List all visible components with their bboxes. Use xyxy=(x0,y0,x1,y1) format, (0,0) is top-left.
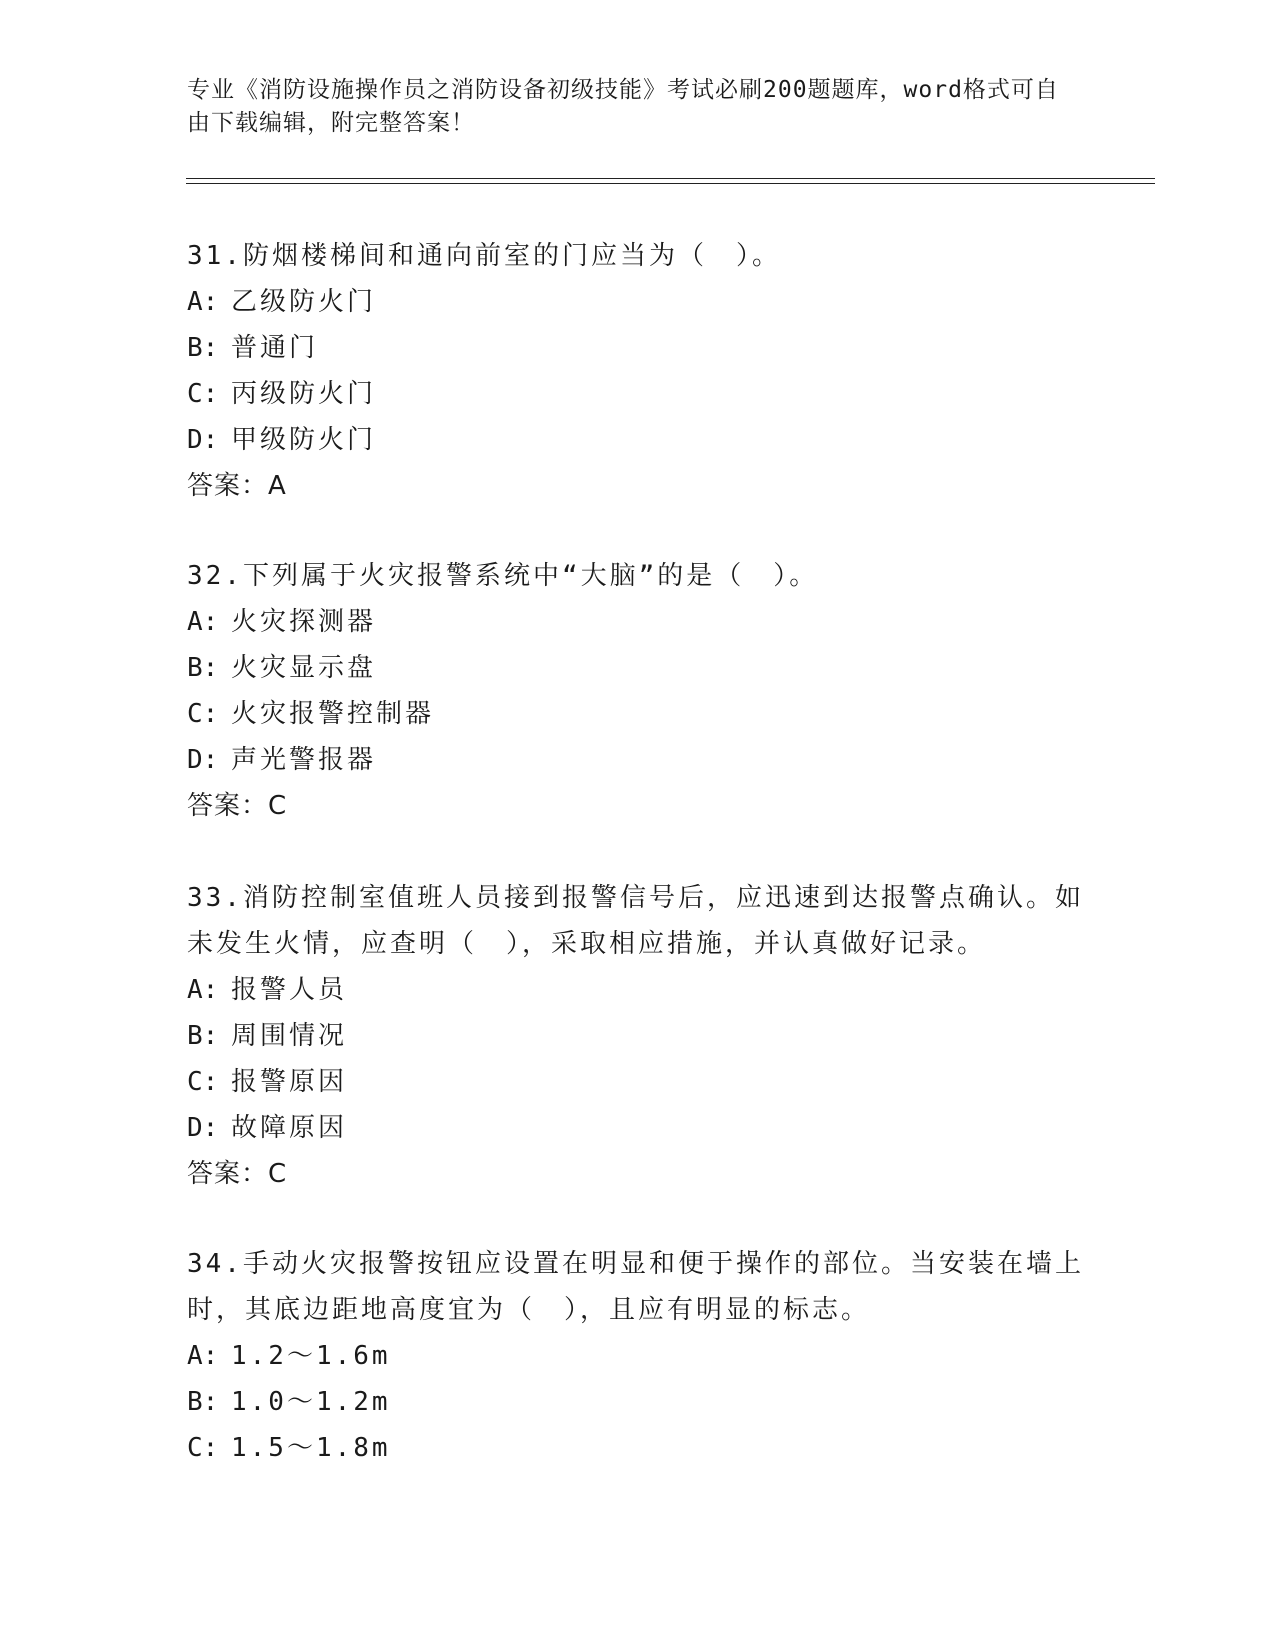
option-text: 报警原因 xyxy=(231,1067,348,1097)
option-c xyxy=(187,1425,1087,1471)
option-d xyxy=(187,737,1087,783)
answer-line: 答案：C xyxy=(187,791,288,821)
option-a xyxy=(187,599,1087,645)
question-stem: 33.消防控制室值班人员接到报警信号后，应迅速到达报警点确认。如未发生火情，应查明（ ），采取相应措施，并认真做好记录。 xyxy=(187,883,1084,959)
option-a xyxy=(187,967,1087,1013)
option-a xyxy=(187,279,1087,325)
option-text: 火灾探测器 xyxy=(231,607,377,637)
header-divider-top xyxy=(186,178,1155,179)
question-32 xyxy=(187,553,1087,829)
option-label: C: xyxy=(187,379,219,409)
option-b xyxy=(187,645,1087,691)
option-b xyxy=(187,325,1087,371)
option-c xyxy=(187,691,1087,737)
option-label: A: xyxy=(187,287,219,317)
option-text: 声光警报器 xyxy=(231,745,377,775)
option-text: 火灾显示盘 xyxy=(231,653,377,683)
option-text: 周围情况 xyxy=(231,1021,348,1051)
question-stem: 31.防烟楼梯间和通向前室的门应当为（ ）。 xyxy=(187,241,781,271)
option-label: D: xyxy=(187,425,219,455)
question-33 xyxy=(187,875,1087,1197)
option-label: B: xyxy=(187,653,219,683)
option-label: C: xyxy=(187,1433,219,1463)
option-label: A: xyxy=(187,1341,219,1371)
option-label: B: xyxy=(187,1387,219,1417)
option-b xyxy=(187,1379,1087,1425)
option-b xyxy=(187,1013,1087,1059)
option-text: 故障原因 xyxy=(231,1113,348,1143)
option-text: 普通门 xyxy=(231,333,319,363)
option-d xyxy=(187,1105,1087,1151)
option-label: C: xyxy=(187,1067,219,1097)
option-label: B: xyxy=(187,333,219,363)
option-text: 甲级防火门 xyxy=(231,425,377,455)
option-d xyxy=(187,417,1087,463)
option-label: A: xyxy=(187,975,219,1005)
option-text: 1.0～1.2m xyxy=(231,1387,391,1417)
question-stem: 34.手动火灾报警按钮应设置在明显和便于操作的部位。当安装在墙上时，其底边距地高度宜为（ ），且应有明显的标志。 xyxy=(187,1249,1084,1325)
answer-line: 答案：C xyxy=(187,1159,288,1189)
document-header: 专业《消防设施操作员之消防设备初级技能》考试必刷200题题库，word格式可自由下载编辑，附完整答案！ xyxy=(187,77,1059,136)
question-34 xyxy=(187,1241,1087,1471)
option-a xyxy=(187,1333,1087,1379)
option-text: 1.5～1.8m xyxy=(231,1433,391,1463)
option-c xyxy=(187,371,1087,417)
option-text: 乙级防火门 xyxy=(231,287,377,317)
option-text: 1.2～1.6m xyxy=(231,1341,391,1371)
option-text: 丙级防火门 xyxy=(231,379,377,409)
option-label: D: xyxy=(187,1113,219,1143)
option-label: D: xyxy=(187,745,219,775)
question-31 xyxy=(187,233,1087,509)
question-stem: 32.下列属于火灾报警系统中“大脑”的是（ ）。 xyxy=(187,561,819,591)
option-text: 报警人员 xyxy=(231,975,348,1005)
header-divider-bottom xyxy=(186,183,1155,184)
option-text: 火灾报警控制器 xyxy=(231,699,435,729)
option-label: B: xyxy=(187,1021,219,1051)
option-c xyxy=(187,1059,1087,1105)
option-label: C: xyxy=(187,699,219,729)
option-label: A: xyxy=(187,607,219,637)
answer-line: 答案：A xyxy=(187,471,287,501)
